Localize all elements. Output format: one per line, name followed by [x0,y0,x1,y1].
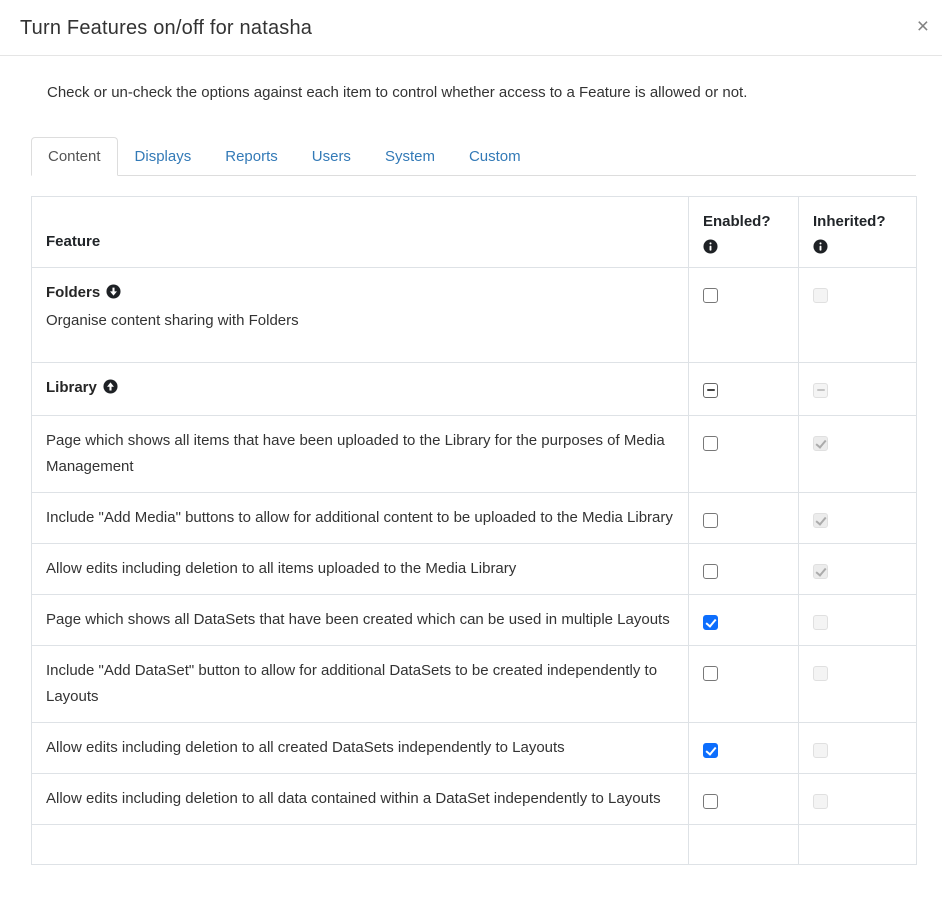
inherited-cell [799,493,917,544]
enabled-checkbox[interactable] [703,383,718,398]
inherited-checkbox [813,666,828,681]
inherited-checkbox [813,615,828,630]
enabled-checkbox[interactable] [703,794,718,809]
tab-users[interactable]: Users [311,148,351,165]
enabled-cell [689,774,799,825]
enabled-checkbox[interactable] [703,615,718,630]
feature-row [32,723,917,774]
arrow-circle-down-icon[interactable] [106,282,121,308]
close-icon[interactable]: × [916,15,929,38]
tab-content[interactable]: Content [31,137,118,176]
enabled-cell [689,595,799,646]
inherited-cell [799,416,917,493]
column-header-inherited-label: Inherited? [813,213,886,230]
feature-row [32,646,917,723]
info-circle-icon[interactable] [813,237,828,263]
inherited-checkbox [813,794,828,809]
column-header-enabled [689,197,799,268]
enabled-cell [689,416,799,493]
column-header-feature: Feature [32,197,689,268]
enabled-cell [689,544,799,595]
feature-cell [32,723,689,774]
feature-cell [32,363,689,416]
tab-system[interactable]: System [384,148,435,165]
feature-description: Include "Add DataSet" button to allow for additional DataSets to be created independently to Layouts [46,662,658,705]
feature-row [32,363,917,416]
enabled-cell [689,493,799,544]
feature-description: Page which shows all items that have been uploaded to the Library for the purposes of Media Management [46,432,665,475]
features-table [31,196,917,865]
feature-row [32,493,917,544]
enabled-cell [689,268,799,363]
arrow-circle-up-icon[interactable] [103,377,118,403]
feature-tabs [31,137,916,176]
feature-cell [32,416,689,493]
inherited-cell [799,544,917,595]
feature-row [32,268,917,363]
feature-name: Library [46,375,674,403]
inherited-checkbox [813,564,828,579]
inherited-checkbox [813,743,828,758]
enabled-checkbox[interactable] [703,743,718,758]
enabled-checkbox[interactable] [703,288,718,303]
feature-name: Folders [46,280,674,308]
enabled-checkbox[interactable] [703,666,718,681]
modal-header [0,0,942,56]
column-header-inherited [799,197,917,268]
feature-cell [32,595,689,646]
tab-reports[interactable]: Reports [225,148,278,165]
inherited-checkbox [813,383,828,398]
table-header-row [32,197,917,268]
feature-description: Allow edits including deletion to all items uploaded to the Media Library [46,560,517,577]
modal-title: Turn Features on/off for natasha [20,17,313,39]
inherited-checkbox [813,436,828,451]
feature-cell [32,268,689,363]
feature-description: Include "Add Media" buttons to allow for additional content to be uploaded to the Media Library [46,509,673,526]
enabled-cell [689,646,799,723]
column-header-enabled-label: Enabled? [703,213,771,230]
inherited-checkbox [813,288,828,303]
feature-description: Allow edits including deletion to all data contained within a DataSet independently to Layouts [46,790,661,807]
info-circle-icon[interactable] [703,237,718,263]
inherited-cell [799,268,917,363]
feature-cell [32,774,689,825]
enabled-checkbox[interactable] [703,564,718,579]
tab-custom[interactable]: Custom [468,148,521,165]
feature-row-partial [32,825,917,865]
inherited-checkbox [813,513,828,528]
inherited-cell [799,774,917,825]
tab-displays[interactable]: Displays [134,148,192,165]
feature-row [32,774,917,825]
feature-description: Allow edits including deletion to all created DataSets independently to Layouts [46,739,565,756]
enabled-cell [689,723,799,774]
inherited-cell [799,723,917,774]
inherited-cell [799,363,917,416]
feature-row [32,595,917,646]
instruction-text: Check or un-check the options against each item to control whether access to a Feature is allowed or not. [47,84,748,101]
modal-body [0,84,942,865]
inherited-cell [799,646,917,723]
feature-row [32,416,917,493]
feature-cell [32,493,689,544]
feature-description: Organise content sharing with Folders [46,312,299,329]
feature-description: Page which shows all DataSets that have been created which can be used in multiple Layouts [46,611,670,628]
enabled-checkbox[interactable] [703,513,718,528]
enabled-checkbox[interactable] [703,436,718,451]
feature-row [32,544,917,595]
inherited-cell [799,595,917,646]
feature-cell [32,544,689,595]
feature-cell [32,646,689,723]
enabled-cell [689,363,799,416]
